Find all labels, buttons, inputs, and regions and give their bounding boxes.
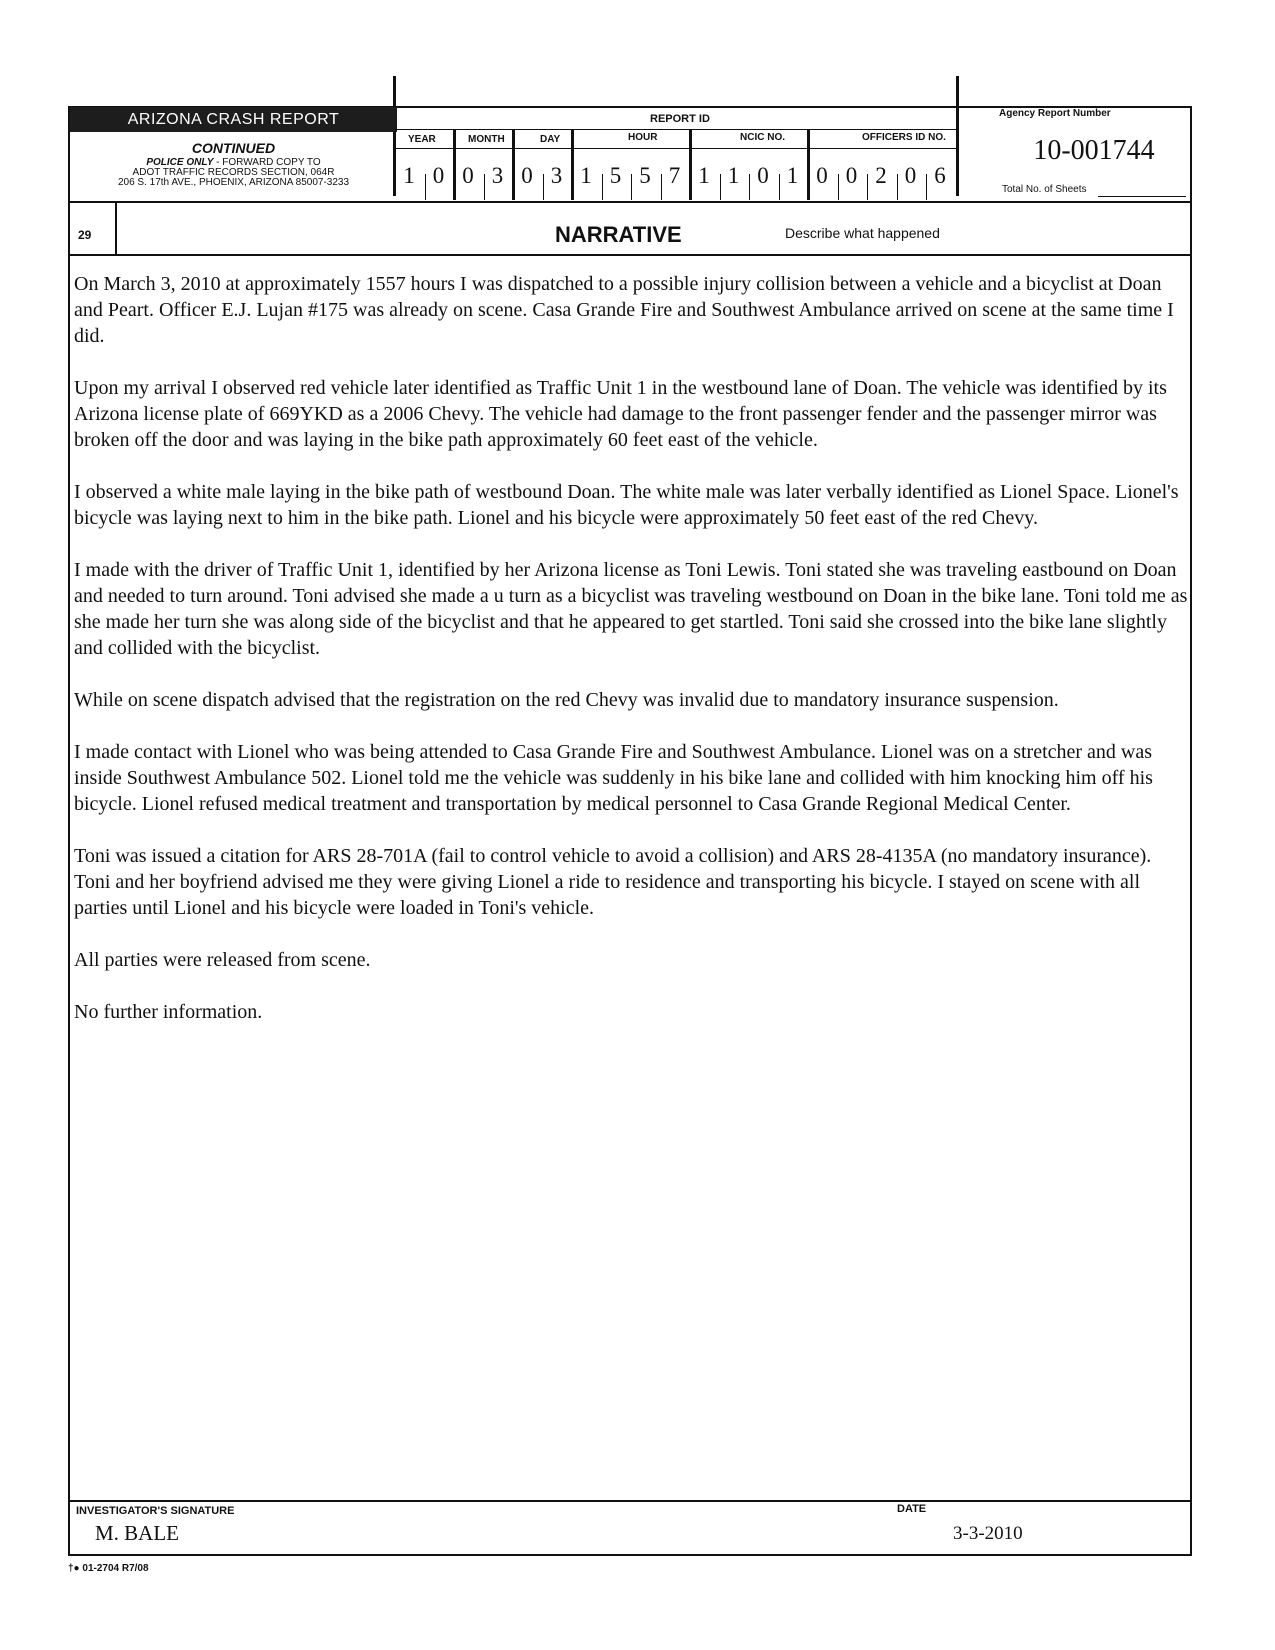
report-id-digit: 0 <box>904 163 917 188</box>
narrative-paragraph: I made with the driver of Traffic Unit 1, identified by her Arizona license as Toni Lewis. Toni stated she was traveling eastbound on Doan and needed to turn around. Toni advised she made a u turn as a bicyclist was traveling westbound on Doan in the bike lane. Toni told me as she made her turn she was along side of the bicyclist and that he appeared to get startled. Toni said she crossed into the bike lane slightly and collided with the bicyclist. <box>74 559 1188 659</box>
narrative-paragraph: All parties were released from scene. <box>74 949 371 971</box>
report-id-digit: 1 <box>698 163 710 188</box>
report-id-digit: 3 <box>491 163 504 188</box>
report-id-digit: 0 <box>845 163 858 188</box>
agency-report-number: 10-001744 <box>1033 135 1155 166</box>
report-id-head-rule <box>395 148 957 149</box>
narrative-paragraph: Upon my arrival I observed red vehicle later identified as Traffic Unit 1 in the westbound lane of Doan. The vehicle was identified by its Arizona license plate of 669YKD as a 2006 Chevy. The vehicle had damage to the front passenger fender and the passenger mirror was broken off the door and was laying in the bike path approximately 60 feet east of the vehicle. <box>74 377 1167 451</box>
signature-top-rule <box>68 1500 1192 1502</box>
report-id-digit: 0 <box>432 163 445 188</box>
report-id-digit: 3 <box>550 163 563 188</box>
section-number-divider <box>115 203 117 254</box>
police-only-label: POLICE ONLY <box>146 157 214 168</box>
narrative-paragraph: On March 3, 2010 at approximately 1557 hours I was dispatched to a possible injury collision between a vehicle and a bicyclist at Doan and Peart. Officer E.J. Lujan #175 was already on scene. Casa Grande Fire and Southwest Ambulance arrived on scene at the same time I did. <box>74 273 1174 347</box>
year-label: YEAR <box>408 134 436 145</box>
address-line-1: ADOT TRAFFIC RECORDS SECTION, 064R <box>132 167 335 178</box>
ncic-label: NCIC NO. <box>740 132 785 143</box>
hour-label: HOUR <box>628 132 658 143</box>
forward-label: - FORWARD COPY TO <box>213 157 321 168</box>
header-right-border <box>1190 106 1192 1556</box>
report-id-digit: 7 <box>668 163 681 188</box>
report-id-digit: 1 <box>580 163 592 188</box>
report-id-digit: 1 <box>403 163 415 188</box>
header-bottom-rule <box>68 201 1192 203</box>
report-id-label-rule <box>395 129 957 130</box>
form-title: ARIZONA CRASH REPORT <box>70 107 397 132</box>
report-id-digit: 0 <box>521 163 533 188</box>
report-id-digit: 5 <box>639 163 651 188</box>
section-number: 29 <box>78 228 92 242</box>
month-label: MONTH <box>468 134 505 145</box>
dagger-icon: †● <box>68 1563 80 1574</box>
continued-label: CONTINUED <box>191 140 276 156</box>
report-id-digit: 0 <box>816 163 828 188</box>
address-line-2: 206 S. 17th AVE., PHOENIX, ARIZONA 85007-3233 <box>117 177 350 188</box>
report-id-digit: 0 <box>462 163 474 188</box>
narrative-paragraph: I observed a white male laying in the bike path of westbound Doan. The white male was later verbally identified as Lionel Space. Lionel's bicycle was laying next to him in the bike path. Lionel and his bicycle were approximately 50 feet east of the red Chevy. <box>74 481 1179 529</box>
form-number <box>68 1563 149 1574</box>
date-label: DATE <box>897 1503 927 1515</box>
header-right-divider <box>956 76 959 196</box>
forward-instructions <box>70 158 397 188</box>
form-bottom-rule <box>68 1554 1192 1556</box>
narrative-paragraph: No further information. <box>74 1001 263 1023</box>
report-id-digit: 0 <box>757 163 769 188</box>
narrative-title: NARRATIVE <box>555 222 682 247</box>
officers-id-label: OFFICERS ID NO. <box>862 132 946 143</box>
investigator-signature-label: INVESTIGATOR'S SIGNATURE <box>76 1505 235 1517</box>
narrative-body <box>74 271 1189 1051</box>
agency-report-number-label: Agency Report Number <box>999 108 1111 119</box>
header-left-border <box>68 106 70 1556</box>
total-sheets-blank <box>1098 196 1186 197</box>
section-bar-bottom-rule <box>68 254 1192 256</box>
investigator-signature: M. BALE <box>95 1521 179 1545</box>
report-id-digit: 5 <box>609 163 622 188</box>
report-id-label: REPORT ID <box>650 113 710 125</box>
form-number-text: 01-2704 R7/08 <box>82 1563 149 1574</box>
report-id-digit: 6 <box>934 163 946 188</box>
narrative-paragraph: I made contact with Lionel who was being attended to Casa Grande Fire and Southwest Ambulance. Lionel was on a stretcher and was inside Southwest Ambulance 502. Lionel told me the vehicle was suddenly in his bike lane and collided with him knocking him off his bicycle. Lionel refused medical treatment and transportation by medical personnel to Casa Grande Regional Medical Center. <box>74 741 1153 815</box>
total-sheets-label: Total No. of Sheets <box>1002 184 1087 195</box>
day-label: DAY <box>540 134 561 145</box>
report-date: 3-3-2010 <box>953 1523 1023 1544</box>
report-id-digit: 1 <box>727 163 740 188</box>
report-id-digit: 2 <box>875 163 887 188</box>
narrative-paragraph: Toni was issued a citation for ARS 28-701A (fail to control vehicle to avoid a collision) and ARS 28-4135A (no mandatory insurance). Toni and her boyfriend advised me they were giving Lionel a ride to residence and transporting his bicycle. I stayed on scene with all parties until Lionel and his bicycle were loaded in Toni's vehicle. <box>74 845 1152 919</box>
narrative-description: Describe what happened <box>785 225 940 241</box>
report-id-digit: 1 <box>786 163 799 188</box>
narrative-paragraph: While on scene dispatch advised that the registration on the red Chevy was invalid due to mandatory insurance suspension. <box>74 689 1059 711</box>
